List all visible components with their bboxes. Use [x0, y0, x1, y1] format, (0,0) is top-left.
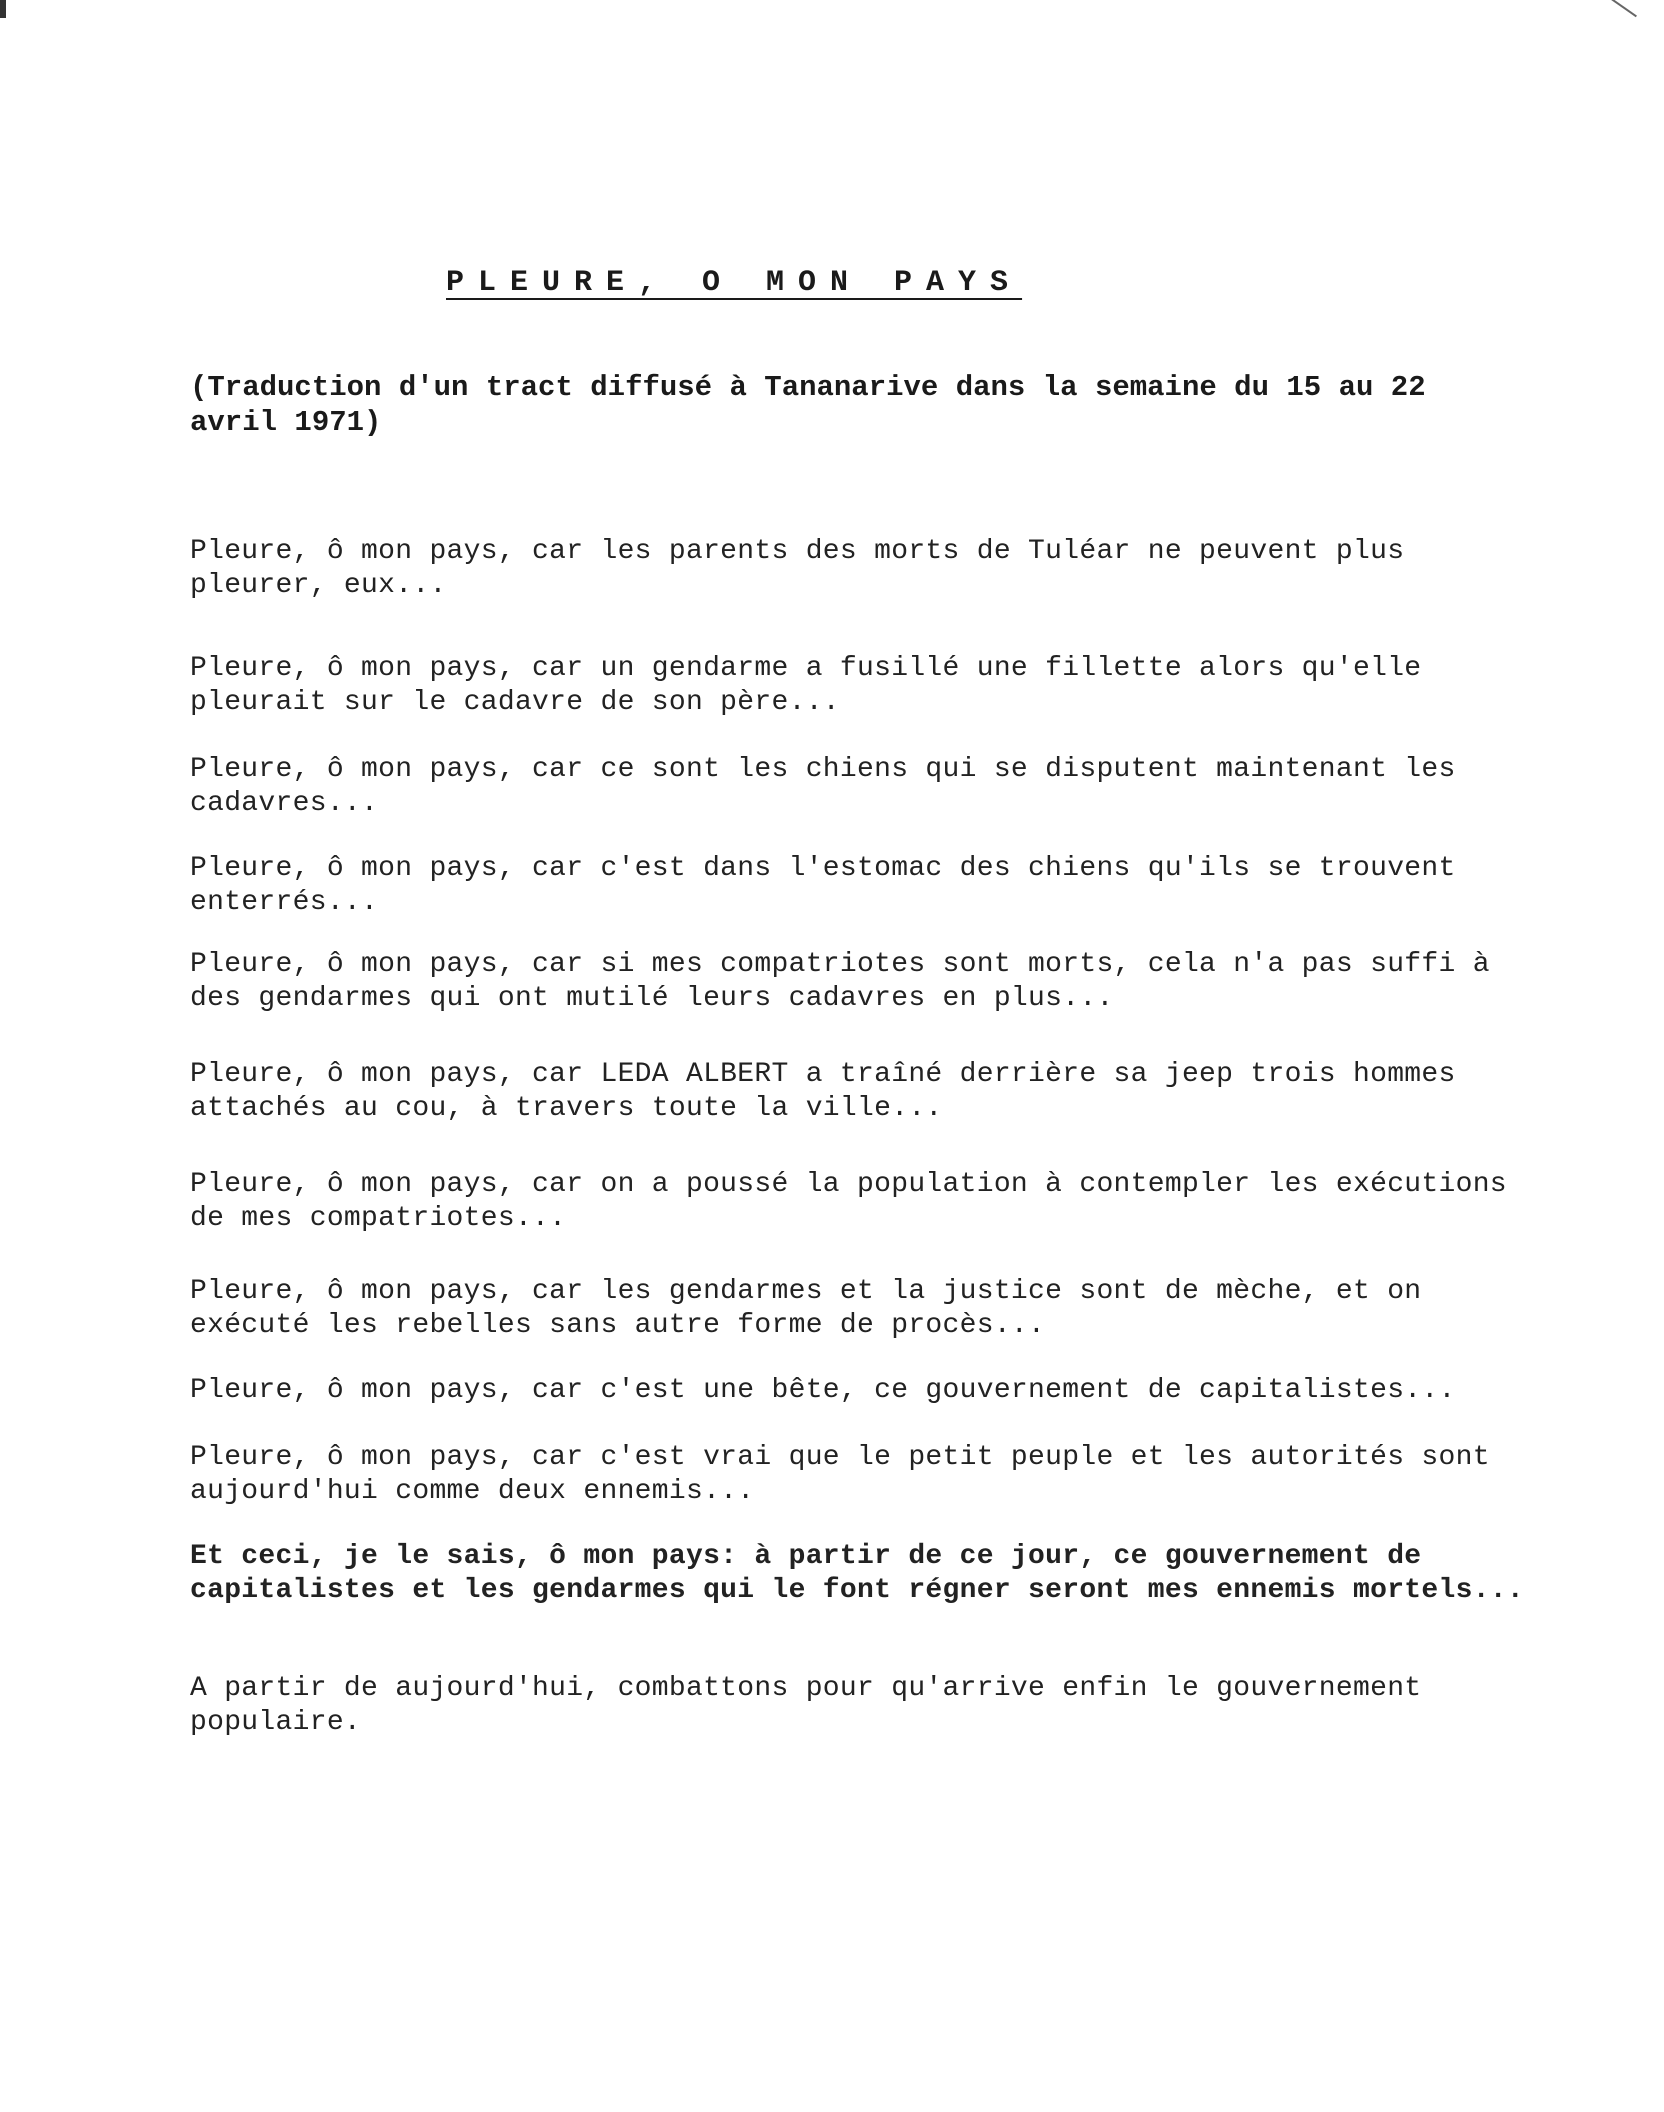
paragraph: Et ceci, je le sais, ô mon pays: à partir de ce jour, ce gouvernement de capitalistes et les gendarmes qui le font régner seront mes ennemis mortels... — [190, 1541, 1525, 1606]
paragraph: Pleure, ô mon pays, car les gendarmes et la justice sont de mèche, et on exécuté les rebelles sans autre forme de procès... — [190, 1276, 1422, 1341]
paragraph: Pleure, ô mon pays, car on a poussé la population à contempler les exécutions de mes compatriotes... — [190, 1169, 1507, 1234]
document-title: PLEURE, O MON PAYS — [446, 266, 1023, 300]
paragraph: Pleure, ô mon pays, car c'est vrai que le petit peuple et les autorités sont aujourd'hui comme deux ennemis... — [190, 1442, 1490, 1507]
paragraph: Pleure, ô mon pays, car c'est une bête, ce gouvernement de capitalistes... — [190, 1375, 1456, 1406]
document-subtitle: (Traduction d'un tract diffusé à Tananarive dans la semaine du 15 au 22 avril 1971) — [190, 371, 1426, 439]
paragraph: Pleure, ô mon pays, car c'est dans l'estomac des chiens qu'ils se trouvent enterrés... — [190, 853, 1456, 918]
paragraph: Pleure, ô mon pays, car LEDA ALBERT a traîné derrière sa jeep trois hommes attachés au cou, à travers toute la ville... — [190, 1059, 1456, 1124]
corner-mark — [0, 0, 6, 18]
paragraph: Pleure, ô mon pays, car un gendarme a fusillé une fillette alors qu'elle pleurait sur le cadavre de son père... — [190, 653, 1422, 718]
paragraph: Pleure, ô mon pays, car les parents des morts de Tuléar ne peuvent plus pleurer, eux... — [190, 536, 1405, 601]
paragraph: Pleure, ô mon pays, car ce sont les chiens qui se disputent maintenant les cadavres... — [190, 754, 1456, 819]
paragraph: A partir de aujourd'hui, combattons pour qu'arrive enfin le gouvernement populaire. — [190, 1673, 1422, 1738]
corner-mark — [1603, 0, 1637, 17]
paragraph: Pleure, ô mon pays, car si mes compatriotes sont morts, cela n'a pas suffi à des gendarmes qui ont mutilé leurs cadavres en plus... — [190, 949, 1490, 1014]
